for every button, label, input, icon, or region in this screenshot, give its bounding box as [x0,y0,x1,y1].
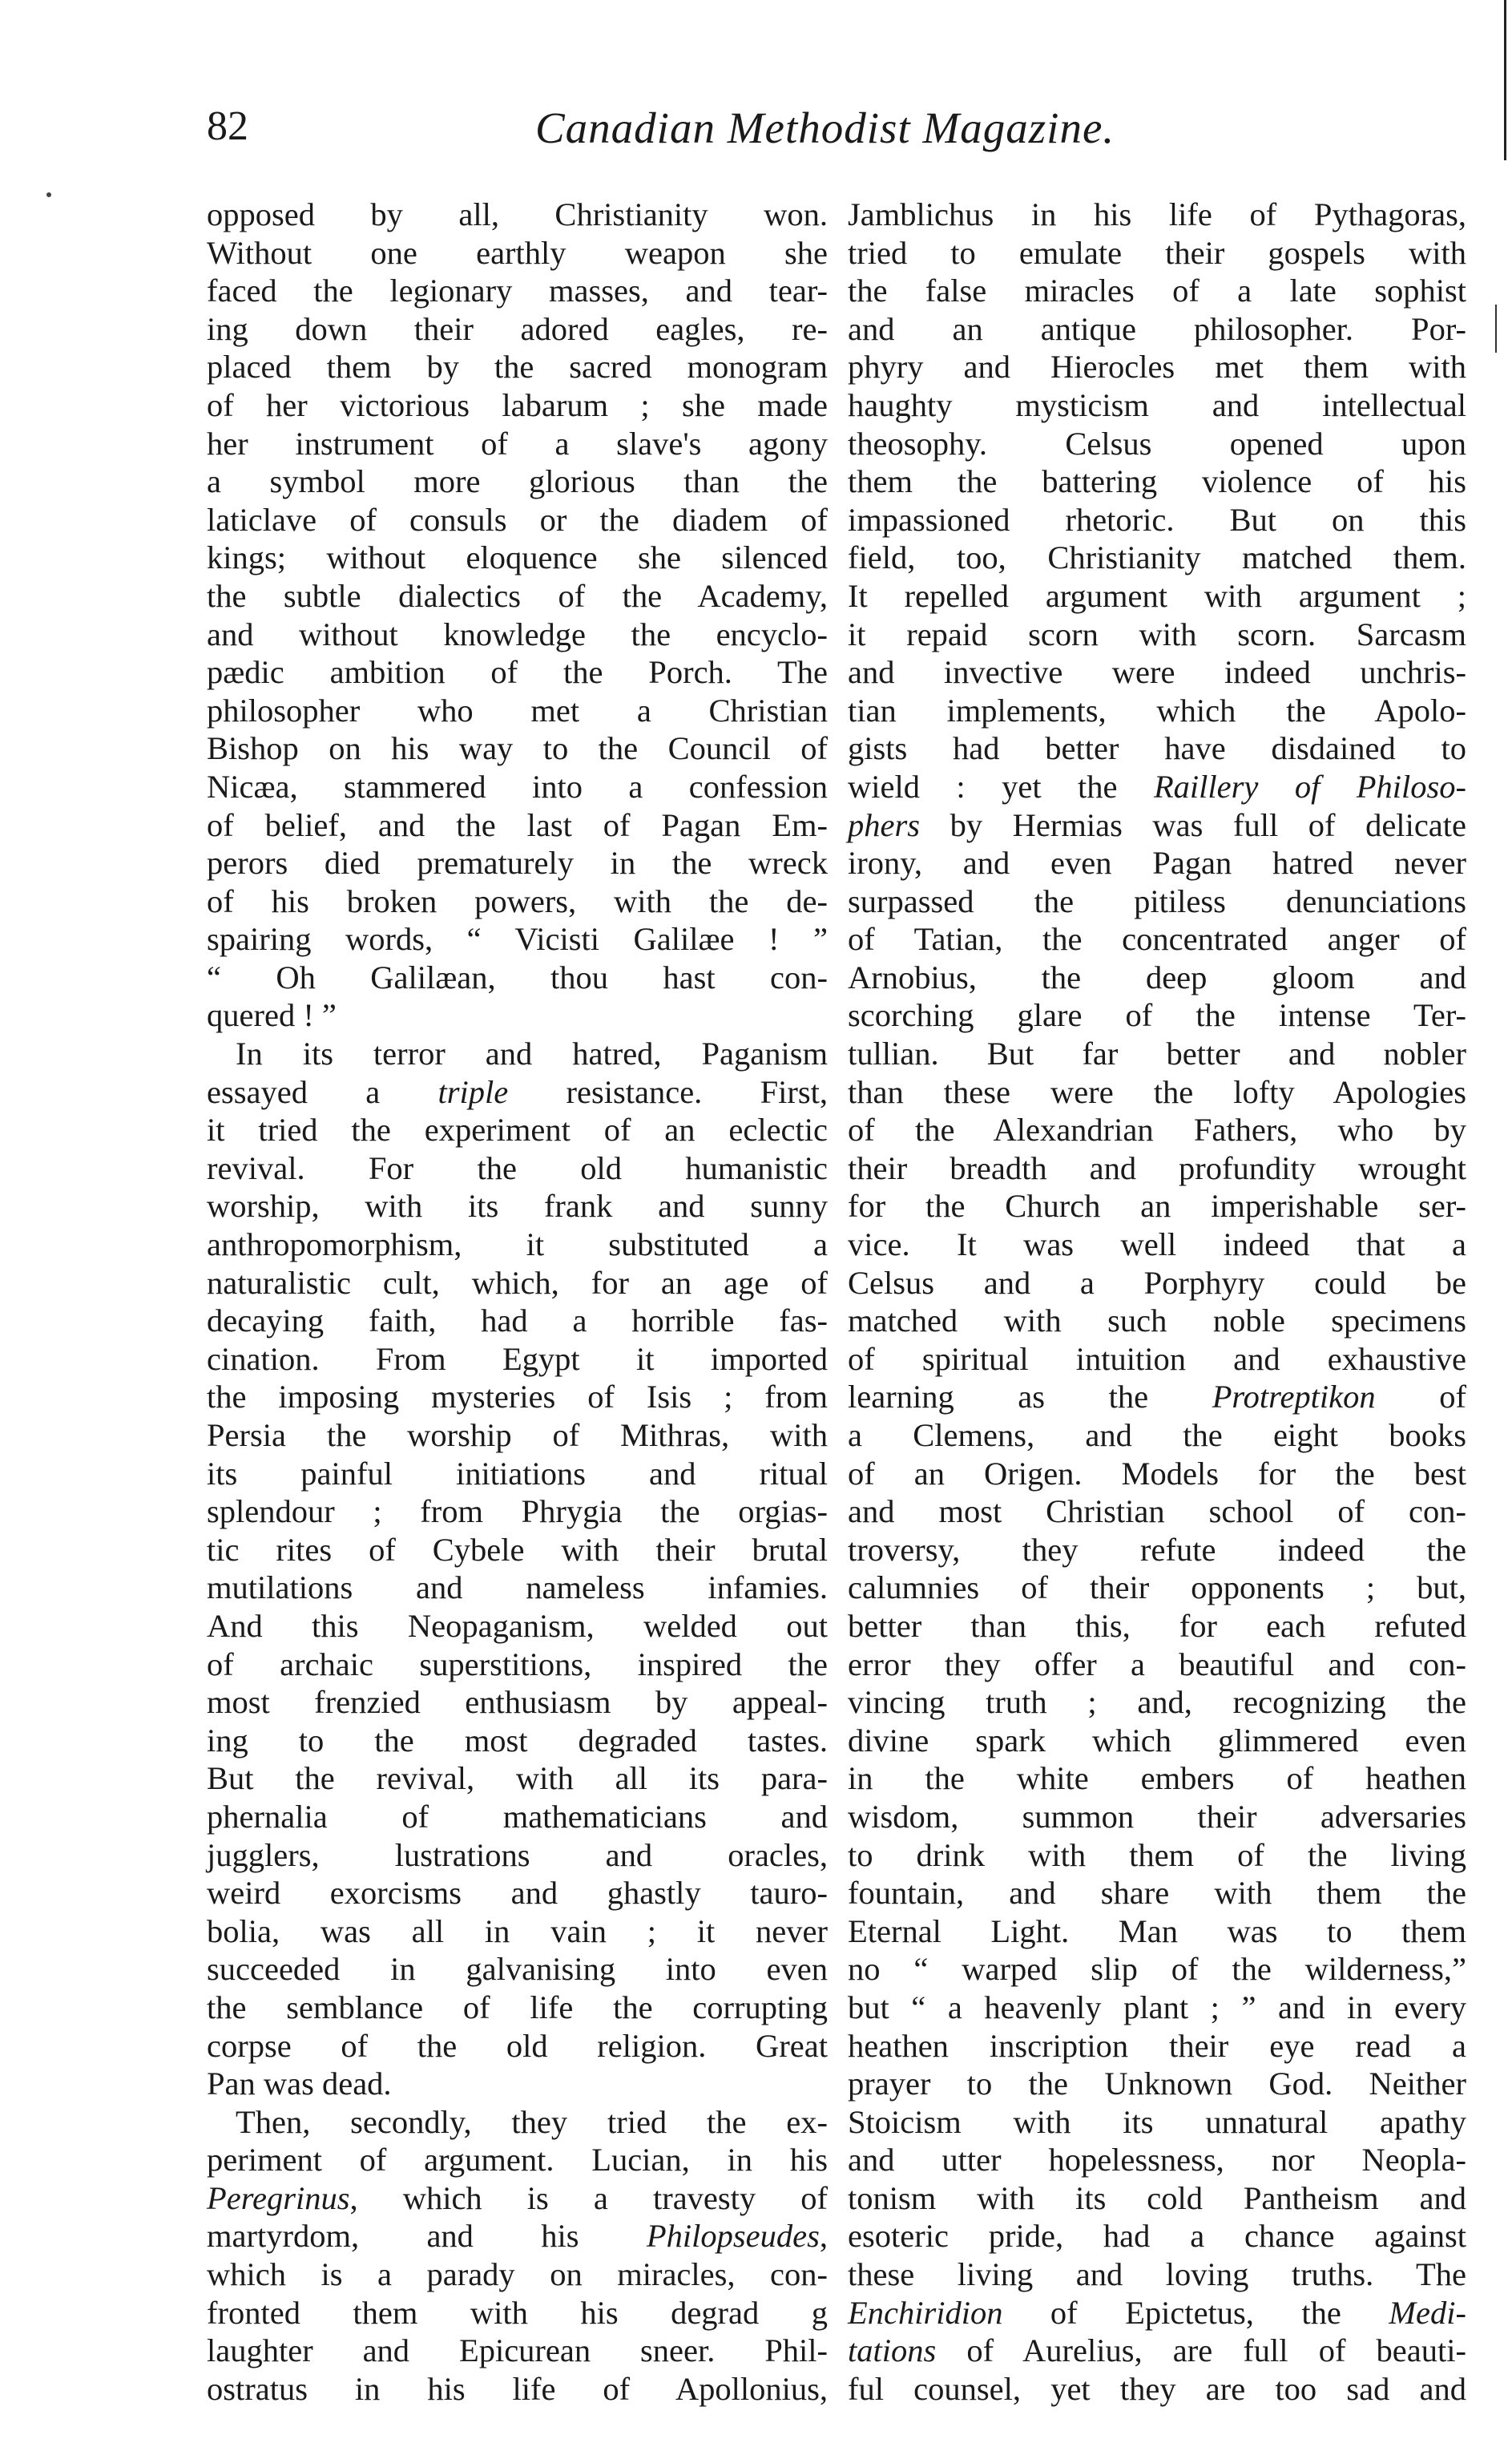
text-line: phers by Hermias was full of delicate [848,806,1466,843]
right-text-column [848,196,1466,2408]
text-line: Stoicism with its unnatural apathy [848,2103,1466,2140]
text-line: divine spark which glimmered even [848,1722,1466,1759]
text-line: and invective were indeed unchris- [848,654,1466,691]
text-line: tian implements, which the Apolo- [848,692,1466,729]
text-line: placed them by the sacred monogram [207,349,828,386]
text-line: laughter and Epicurean sneer. Phil- [207,2332,828,2369]
margin-edge-line [1504,0,1506,160]
text-line: quered ! ” [207,997,337,1034]
text-line: matched with such noble specimens [848,1302,1466,1339]
text-line: mutilations and nameless infamies. [207,1569,828,1606]
text-line: vincing truth ; and, recognizing the [848,1684,1466,1721]
text-line: jugglers, lustrations and oracles, [207,1836,828,1873]
text-line: cination. From Egypt it imported [207,1340,828,1377]
text-line: kings; without eloquence she silenced [207,539,828,576]
text-line: surpassed the pitiless denunciations [848,882,1466,919]
text-line: Jamblichus in his life of Pythagoras, [848,196,1466,232]
text-line: wield : yet the Raillery of Philoso- [848,768,1467,805]
text-line: faced the legionary masses, and tear- [207,273,828,309]
running-title: Canadian Methodist Magazine. [535,103,1115,152]
text-line: fountain, and share with them the [848,1875,1466,1912]
text-line: Celsus and a Porphyry could be [848,1264,1466,1301]
text-line: bolia, was all in vain ; it never [207,1912,828,1949]
text-line: anthropomorphism, it substituted a [207,1226,828,1263]
text-line: prayer to the Unknown God. Neither [848,2065,1466,2102]
text-line: esoteric pride, had a chance against [848,2218,1466,2255]
text-line: irony, and even Pagan hatred never [848,845,1466,882]
text-line: ostratus in his life of Apollonius, [207,2370,828,2407]
text-line: these living and loving truths. The [848,2256,1466,2293]
text-line: wisdom, summon their adversaries [848,1798,1466,1835]
text-line: of her victorious labarum ; she made [207,386,828,423]
text-line: a Clemens, and the eight books [848,1417,1466,1453]
text-line: Persia the worship of Mithras, with [207,1417,828,1453]
text-line: their breadth and profundity wrought [848,1149,1466,1186]
text-line: ing to the most degraded tastes. [207,1722,828,1759]
text-line: ful counsel, yet they are too sad and [848,2370,1466,2407]
page-number: 82 [207,103,248,149]
text-line: phernalia of mathematicians and [207,1798,828,1835]
text-line: periment of argument. Lucian, in his [207,2142,828,2179]
text-line: Bishop on his way to the Council of [207,730,828,767]
text-line: error they offer a beautiful and con- [848,1645,1466,1682]
page-header [207,103,1456,167]
text-line: impassioned rhetoric. But on this [848,501,1466,538]
left-text-column [207,196,828,2408]
text-line: of an Origen. Models for the best [848,1455,1466,1492]
text-line: gists had better have disdained to [848,730,1466,767]
text-line: but “ a heavenly plant ; ” and in every [848,1989,1466,2025]
text-line: “ Oh Galilæan, thou hast con- [207,959,828,995]
text-line: of his broken powers, with the de- [207,882,828,919]
text-line: than these were the lofty Apologies [848,1073,1466,1110]
text-line: tried to emulate their gospels with [848,234,1466,271]
text-line: decaying faith, had a horrible fas- [207,1302,828,1339]
text-line: and most Christian school of con- [848,1493,1466,1530]
text-line: succeeded in galvanising into even [207,1951,828,1988]
text-line: Eternal Light. Man was to them [848,1912,1466,1949]
text-line: and without knowledge the encyclo- [207,616,828,652]
text-line: scorching glare of the intense Ter- [848,997,1466,1034]
text-line: the false miracles of a late sophist [848,273,1466,309]
text-line: spairing words, “ Vicisti Galilæe ! ” [207,921,828,958]
text-line: which is a parady on miracles, con- [207,2256,828,2293]
text-line: and an antique philosopher. Por- [848,310,1466,347]
text-line: laticlave of consuls or the diadem of [207,501,828,538]
text-line: And this Neopaganism, welded out [207,1607,828,1644]
text-line: Then, secondly, they tried the ex- [236,2103,828,2140]
text-line: Without one earthly weapon she [207,234,828,271]
text-line: philosopher who met a Christian [207,692,828,729]
text-line: for the Church an imperishable ser- [848,1188,1466,1225]
text-line: and utter hopelessness, nor Neopla- [848,2142,1466,2179]
text-line: essayed a triple resistance. First, [207,1073,828,1110]
text-line: her instrument of a slave's agony [207,425,828,462]
text-line: Nicæa, stammered into a confession [207,768,828,805]
text-line: better than this, for each refuted [848,1607,1466,1644]
text-line: of Tatian, the concentrated anger of [848,921,1466,958]
text-line: splendour ; from Phrygia the orgias- [207,1493,828,1530]
text-line: of the Alexandrian Fathers, who by [848,1112,1466,1149]
text-line: phyry and Hierocles met them with [848,349,1466,386]
text-line: fronted them with his degrad g [207,2294,828,2331]
text-line: Enchiridion of Epictetus, the Medi- [848,2294,1466,2331]
text-line: heathen inscription their eye read a [848,2027,1466,2064]
text-line: troversy, they refute indeed the [848,1531,1466,1568]
text-line: the semblance of life the corrupting [207,1989,828,2025]
text-line: opposed by all, Christianity won. [207,196,828,232]
text-line: Peregrinus, which is a travesty of [207,2179,828,2216]
text-line: It repelled argument with argument ; [848,577,1466,614]
text-line: perors died prematurely in the wreck [207,845,828,882]
text-line: learning as the Protreptikon of [848,1379,1466,1415]
text-line: ing down their adored eagles, re- [207,310,828,347]
text-line: tullian. But far better and nobler [848,1036,1466,1072]
print-speck [46,192,51,197]
text-line: them the battering violence of his [848,463,1466,500]
text-line: vice. It was well indeed that a [848,1226,1466,1263]
text-line: in the white embers of heathen [848,1760,1466,1797]
text-line: it repaid scorn with scorn. Sarcasm [848,616,1466,652]
text-line: In its terror and hatred, Paganism [236,1036,828,1072]
text-line: the imposing mysteries of Isis ; from [207,1379,828,1415]
text-line: weird exorcisms and ghastly tauro- [207,1875,828,1912]
text-line: it tried the experiment of an eclectic [207,1112,828,1149]
text-line: most frenzied enthusiasm by appeal- [207,1684,828,1721]
text-line: naturalistic cult, which, for an age of [207,1264,828,1301]
text-line: tonism with its cold Pantheism and [848,2179,1466,2216]
text-line: Pan was dead. [207,2065,392,2102]
text-line: revival. For the old humanistic [207,1149,828,1186]
text-line: Arnobius, the deep gloom and [848,959,1466,995]
text-line: a symbol more glorious than the [207,463,828,500]
text-line: tic rites of Cybele with their brutal [207,1531,828,1568]
text-line: to drink with them of the living [848,1836,1466,1873]
text-line: its painful initiations and ritual [207,1455,828,1492]
text-line: of spiritual intuition and exhaustive [848,1340,1466,1377]
text-line: worship, with its frank and sunny [207,1188,828,1225]
text-line: theosophy. Celsus opened upon [848,425,1466,462]
text-line: martyrdom, and his Philopseudes, [207,2218,828,2255]
text-line: tations of Aurelius, are full of beauti- [848,2332,1466,2369]
text-line: field, too, Christianity matched them. [848,539,1466,576]
text-line: of belief, and the last of Pagan Em- [207,806,828,843]
text-line: corpse of the old religion. Great [207,2027,828,2064]
text-line: no “ warped slip of the wilderness,” [848,1951,1466,1988]
text-line: haughty mysticism and intellectual [848,386,1466,423]
text-line: the subtle dialectics of the Academy, [207,577,828,614]
text-line: of archaic superstitions, inspired the [207,1645,828,1682]
text-line: pædic ambition of the Porch. The [207,654,828,691]
margin-edge-mark [1495,305,1497,353]
text-line: But the revival, with all its para- [207,1760,828,1797]
text-line: calumnies of their opponents ; but, [848,1569,1466,1606]
